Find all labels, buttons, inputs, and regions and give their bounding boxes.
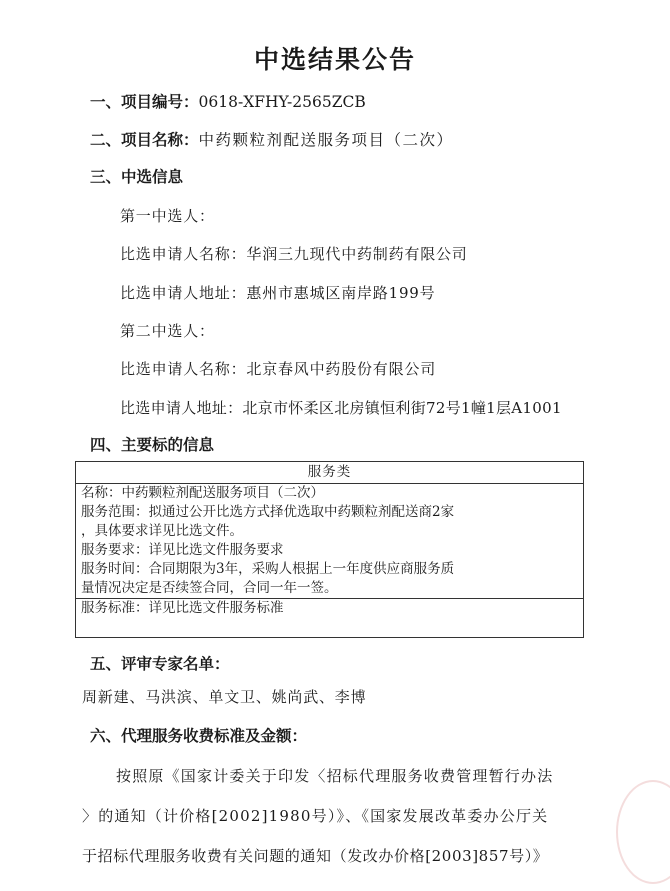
expert-list: 周新建、马洪滨、单文卫、姚尚武、李博 <box>82 688 367 706</box>
table-row: ，具体要求详见比选文件。 <box>81 523 243 539</box>
table-row: 服务时间：合同期限为3年，采购人根据上一年度供应商服务质 <box>81 561 455 577</box>
first-selected-label: 第一中选人： <box>120 207 215 225</box>
section-main-subject: 四、主要标的信息 <box>90 436 215 454</box>
field-label: 比选申请人名称： <box>120 360 247 378</box>
first-selected-address: 惠州市惠城区南岸路199号 <box>246 284 436 302</box>
project-name-value: 中药颗粒剂配送服务项目（二次） <box>198 131 454 149</box>
section-project-number <box>90 90 366 112</box>
section-project-name <box>90 128 454 150</box>
section-selection-info: 三、中选信息 <box>90 168 184 186</box>
page-title: 中选结果公告 <box>253 45 416 74</box>
first-selected-name: 华润三九现代中药制药有限公司 <box>246 245 468 263</box>
table-row: 服务标准：详见比选文件服务标准 <box>81 600 284 616</box>
table-header: 服务类 <box>76 462 583 484</box>
field-label: 比选申请人地址： <box>120 284 247 302</box>
second-selected-name-row <box>120 358 436 379</box>
second-selected-address: 北京市怀柔区北房镇恒利街72号1幢1层A1001 <box>242 399 562 417</box>
section-agency-fee: 六、代理服务收费标准及金额： <box>90 727 308 745</box>
second-selected-name: 北京春风中药股份有限公司 <box>246 360 437 378</box>
second-selected-address-row <box>120 397 562 418</box>
subject-info-table <box>75 461 584 638</box>
first-selected-name-row <box>120 243 468 264</box>
table-row: 服务范围：拟通过公开比选方式择优选取中药颗粒剂配送商2家 <box>81 504 455 520</box>
section-label: 一、项目编号： <box>90 93 199 111</box>
table-row: 服务要求：详见比选文件服务要求 <box>81 542 284 558</box>
section-experts: 五、评审专家名单： <box>90 655 230 673</box>
table-row: 量情况决定是否续签合同，合同一年一签。 <box>76 579 583 599</box>
table-row: 名称：中药颗粒剂配送服务项目（二次） <box>81 485 324 501</box>
second-selected-label: 第二中选人： <box>120 322 215 340</box>
field-label: 比选申请人名称： <box>120 245 247 263</box>
section-label: 二、项目名称： <box>90 131 199 149</box>
fee-paragraph-line: 按照原《国家计委关于印发〈招标代理服务收费管理暂行办法 <box>116 767 554 785</box>
fee-paragraph-line: 于招标代理服务收费有关问题的通知（发改办价格[2003]857号）》 <box>82 847 549 865</box>
fee-paragraph-line: 〉的通知（计价格[2002]1980号）》、《国家发展改革委办公厅关 <box>82 807 549 825</box>
first-selected-address-row <box>120 282 435 303</box>
field-label: 比选申请人地址： <box>120 399 243 417</box>
project-number-value: 0618-XFHY-2565ZCB <box>198 93 366 111</box>
seal-stamp <box>616 780 670 884</box>
